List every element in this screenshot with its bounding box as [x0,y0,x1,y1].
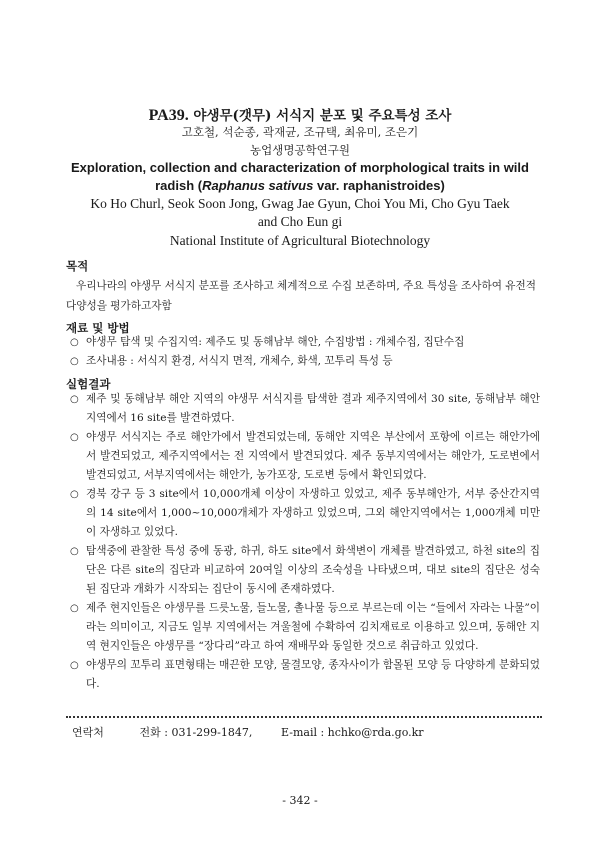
bullet-circle-icon: ○ [70,489,79,500]
bullet-circle-icon: ○ [70,660,79,671]
divider [66,716,542,718]
list-item: ○ 경북 강구 등 3 site에서 10,000개체 이상이 자생하고 있었고, 제주 동부해안가, 서부 중산간지역의 14 site에서 1,000~10,000개체가 자생하고 있었으며, 그외 해안지역에서는 1,000개체 미만이 자생하고 있었다. [70,485,540,542]
purpose-text: 우리나라의 야생무 서식지 분포를 조사하고 체계적으로 수집 보존하며, 주요 특성을 조사하여 유전적 다양성을 평가하고자함 [66,280,536,312]
bullet-circle-icon: ○ [70,546,79,557]
title-korean: 야생무(갯무) 서식지 분포 및 주요특성 조사 [193,108,452,124]
institute-korean: 농업생명공학연구원 [250,143,350,157]
title-english-post: var. raphanistroides) [313,178,445,193]
list-item: ○ 야생무 탐색 및 수집지역: 제주도 및 동해남부 해안, 수집방법 : 개체수집, 집단수집 [70,333,540,352]
institute-english: National Institute of Agricultural Biotechnology [169,233,431,248]
list-item: ○ 조사내용 : 서식지 환경, 서식지 면적, 개체수, 화색, 꼬투리 특성 등 [70,352,540,371]
list-item: ○ 제주 현지인들은 야생무를 드릇노물, 들노물, 촐나물 등으로 부르는데 이는 “들에서 자라는 나물”이라는 의미이고, 지금도 일부 지역에서는 겨울철에 수확하여 김치재료로 이용하고 있으며, 동해안 지역 현지인들은 야생무를 “장다리”라고 하여 재배무와 동일한 것으로 취급하고 있었다. [70,599,540,656]
contact-info [72,724,424,740]
methods-list [70,333,540,371]
authors-english-line2: and Cho Eun gi [257,214,343,229]
results-list [70,390,540,694]
contact-phone: 전화 : 031-299-1847, [139,726,253,739]
bullet-circle-icon: ○ [70,394,79,405]
bullet-circle-icon: ○ [70,432,79,443]
bullet-circle-icon: ○ [70,603,79,614]
results-heading: 실험결과 [66,377,111,391]
list-item: ○ 야생무 서식지는 주로 해안가에서 발견되었는데, 동해안 지역은 부산에서 포항에 이르는 해안가에서 발견되었고, 제주지역에서는 전 지역에서 발견되었다. 제주 동부지역에서는 해안가, 도로변에서 발견되었고, 서부지역에서는 해안가, 농가포장, 도로변 등에서 확인되었다. [70,428,540,485]
title-english-line2 [0,178,600,193]
methods-heading: 재료 및 방법 [66,321,130,335]
title-english-line1: Exploration, collection and characterization of morphological traits in wild [71,160,529,175]
species-name: Raphanus sativus [202,178,314,193]
bullet-circle-icon: ○ [70,337,79,348]
title-english-pre: radish ( [155,178,203,193]
abstract-code: PA39. [148,107,189,124]
authors-english-line1: Ko Ho Churl, Seok Soon Jong, Gwag Jae Gyun, Choi You Mi, Cho Gyu Taek [90,196,510,211]
paper-title [0,104,600,125]
contact-label: 연락처 [72,726,104,739]
purpose-heading: 목적 [66,259,89,273]
page-number: - 342 - [282,794,318,807]
list-item: ○ 야생무의 꼬투리 표면형태는 매끈한 모양, 물결모양, 종자사이가 함몰된 모양 등 다양하게 분화되었다. [70,656,540,694]
list-item: ○ 제주 및 동해남부 해안 지역의 야생무 서식지를 탐색한 결과 제주지역에서 30 site, 동해남부 해안지역에서 16 site를 발견하였다. [70,390,540,428]
bullet-circle-icon: ○ [70,356,79,367]
authors-korean: 고호철, 석순종, 곽재균, 조규택, 최유미, 조은기 [181,125,419,139]
contact-email: E-mail : hchko@rda.go.kr [281,726,424,739]
list-item: ○ 탐색중에 관찰한 특성 중에 동광, 하귀, 하도 site에서 화색변이 개체를 발견하였고, 하천 site의 집단은 다른 site의 집단과 비교하여 20여일 이상의 조숙성을 나타냈으며, 대보 site의 집단은 성숙된 집단과 개화가 시작되는 집단이 동시에 존재하였다. [70,542,540,599]
